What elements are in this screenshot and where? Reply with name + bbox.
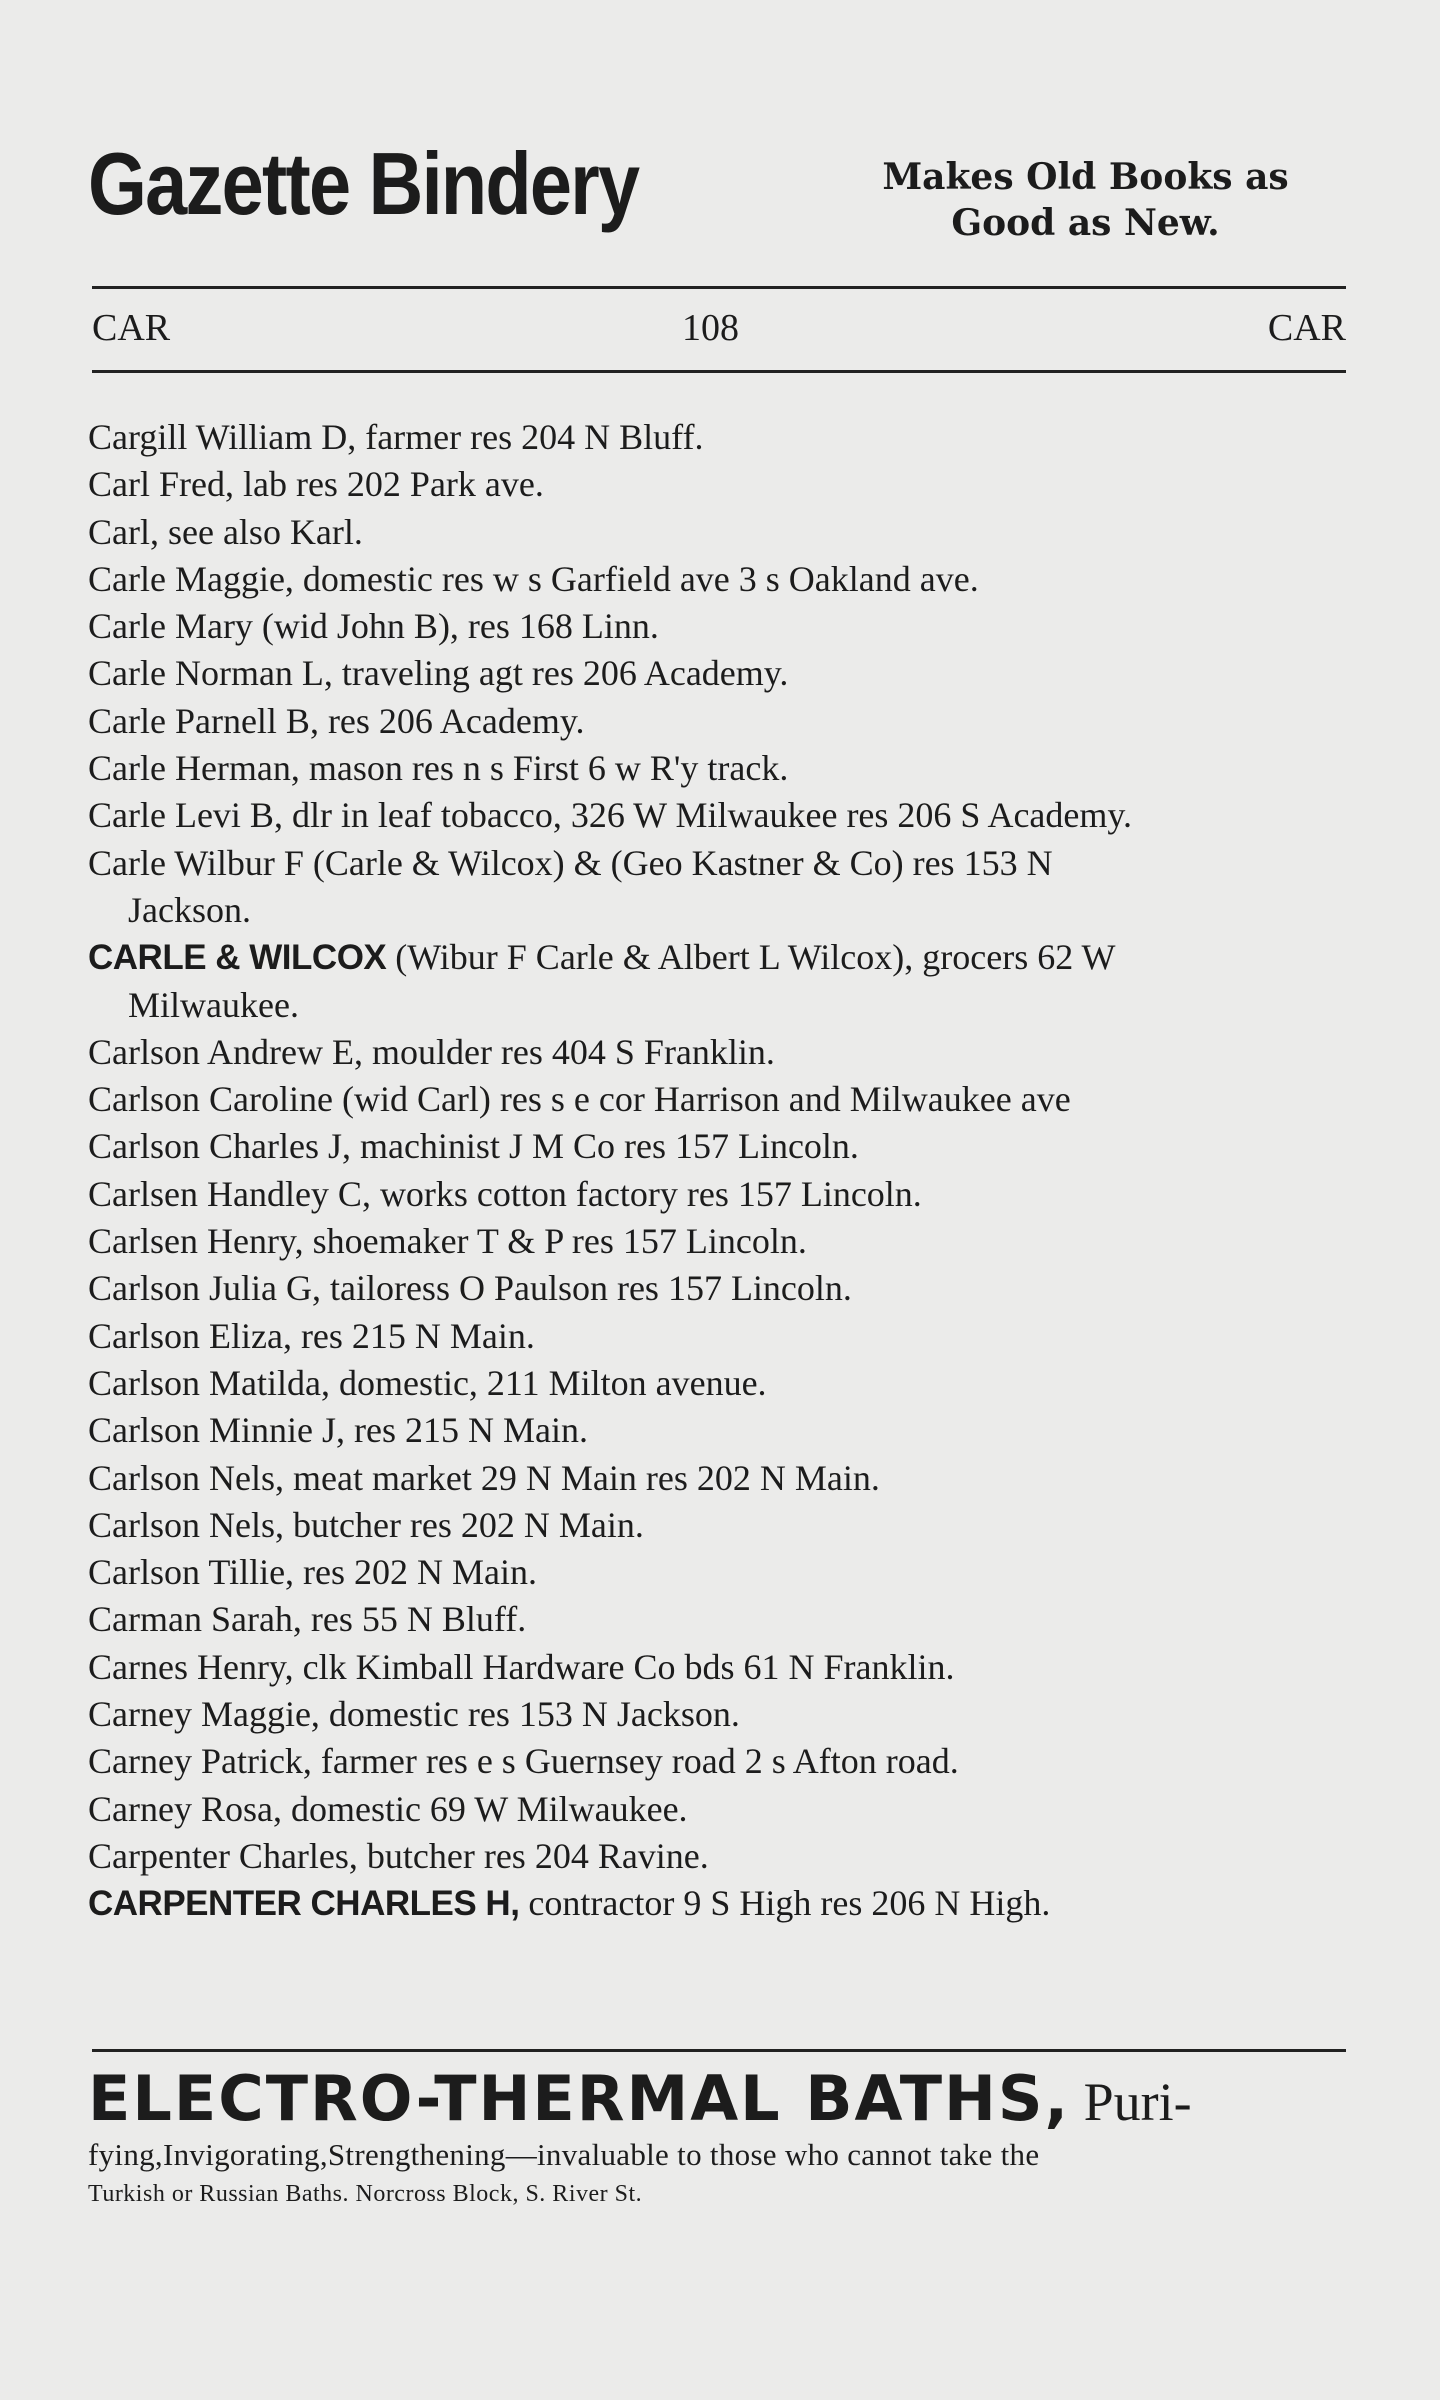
entry-text: Carlsen Henry, shoemaker T & P res 157 Lincoln. — [88, 1221, 807, 1262]
directory-entry — [88, 1880, 1350, 1927]
running-head-right: CAR — [1267, 307, 1346, 349]
ad-slogan-line-1: Makes Old Books as — [882, 156, 1289, 198]
directory-entry — [88, 603, 1350, 650]
entry-text: contractor 9 S High res 206 N High. — [519, 1883, 1051, 1924]
entry-text: Carnes Henry, clk Kimball Hardware Co bds 61 N Franklin. — [88, 1646, 955, 1687]
entry-text: Carle Parnell B, res 206 Academy. — [88, 700, 585, 741]
entry-text: Carlson Eliza, res 215 N Main. — [88, 1315, 535, 1356]
ad-bottom-headline-tail: Puri- — [1070, 2072, 1192, 2132]
directory-entries — [88, 414, 1350, 1928]
entry-text: Carlson Caroline (wid Carl) res s e cor Harrison and Milwaukee ave — [88, 1079, 1071, 1120]
entry-text: Carpenter Charles, butcher res 204 Ravine. — [88, 1835, 709, 1876]
directory-entry — [88, 414, 1350, 461]
directory-entry — [88, 1360, 1350, 1407]
directory-entry — [88, 1218, 1350, 1265]
directory-entry — [88, 745, 1350, 792]
directory-entry — [88, 1786, 1350, 1833]
directory-entry — [88, 1029, 1350, 1076]
entry-text: Carlsen Handley C, works cotton factory res 157 Lincoln. — [88, 1173, 922, 1214]
entry-text: Carle Levi B, dlr in leaf tobacco, 326 W Milwaukee res 206 S Academy. — [88, 795, 1133, 836]
entry-text: Carlson Julia G, tailoress O Paulson res 157 Lincoln. — [88, 1268, 852, 1309]
directory-entry — [88, 840, 1350, 935]
directory-entry — [88, 1549, 1350, 1596]
bottom-ad-divider — [92, 2049, 1346, 2052]
entry-text: Carle Norman L, traveling agt res 206 Academy. — [88, 653, 789, 694]
entry-text: Carlson Tillie, res 202 N Main. — [88, 1552, 538, 1593]
directory-entry — [88, 1407, 1350, 1454]
directory-entry — [88, 1644, 1350, 1691]
directory-entry — [88, 1171, 1350, 1218]
directory-entry — [88, 1502, 1350, 1549]
running-head-divider — [92, 370, 1346, 373]
entry-bold-name: CARLE & WILCOX — [88, 938, 387, 978]
directory-entry — [88, 1076, 1350, 1123]
entry-text: Carlson Nels, butcher res 202 N Main. — [88, 1504, 644, 1545]
directory-entry — [88, 934, 1350, 1029]
directory-entry — [88, 509, 1350, 556]
directory-entry — [88, 556, 1350, 603]
ad-brand-name: Gazette Bindery — [88, 134, 639, 233]
running-head — [92, 306, 1346, 356]
entry-text: Carman Sarah, res 55 N Bluff. — [88, 1599, 527, 1640]
entry-text: Carney Maggie, domestic res 153 N Jackson. — [88, 1694, 740, 1735]
directory-entry — [88, 1833, 1350, 1880]
entry-text: Carlson Matilda, domestic, 211 Milton avenue. — [88, 1362, 767, 1403]
entry-text: Carney Rosa, domestic 69 W Milwaukee. — [88, 1788, 688, 1829]
directory-entry — [88, 1313, 1350, 1360]
entry-text: Carlson Charles J, machinist J M Co res 157 Lincoln. — [88, 1126, 859, 1167]
entry-bold-name: CARPENTER CHARLES H, — [88, 1884, 520, 1924]
entry-text: Carle Herman, mason res n s First 6 w R'y track. — [88, 748, 789, 789]
entry-text: Carlson Andrew E, moulder res 404 S Franklin. — [88, 1031, 775, 1072]
ad-slogan — [818, 154, 1353, 246]
entry-text: Carney Patrick, farmer res e s Guernsey road 2 s Afton road. — [88, 1741, 959, 1782]
entry-text: Carl Fred, lab res 202 Park ave. — [88, 464, 544, 505]
entry-continuation: Milwaukee. — [128, 984, 299, 1025]
directory-entry — [88, 1123, 1350, 1170]
ad-bottom-headline: ELECTRO-THERMAL BATHS, — [88, 2062, 1071, 2135]
directory-entry — [88, 650, 1350, 697]
entry-text: Carle Mary (wid John B), res 168 Linn. — [88, 606, 659, 647]
directory-entry — [88, 461, 1350, 508]
entry-text: Cargill William D, farmer res 204 N Bluff. — [88, 417, 704, 457]
directory-entry — [88, 1265, 1350, 1312]
ad-bottom-line-2: fying,Invigorating,Strengthening—invaluable to those who cannot take the — [88, 2137, 1040, 2172]
directory-entry — [88, 1596, 1350, 1643]
ad-slogan-line-2: Good as New. — [951, 202, 1220, 244]
top-ad-divider — [92, 286, 1346, 289]
entry-text: Carle Maggie, domestic res w s Garfield ave 3 s Oakland ave. — [88, 558, 979, 599]
page-number: 108 — [682, 307, 739, 349]
running-head-left: CAR — [92, 307, 171, 349]
directory-entry — [88, 698, 1350, 745]
directory-entry — [88, 1738, 1350, 1785]
entry-continuation: Jackson. — [128, 889, 251, 930]
directory-entry — [88, 792, 1350, 839]
ad-bottom-line-3: Turkish or Russian Baths. Norcross Block, S. River St. — [88, 2181, 643, 2207]
directory-entry — [88, 1455, 1350, 1502]
entry-text: Carlson Nels, meat market 29 N Main res 202 N Main. — [88, 1457, 880, 1498]
directory-entry — [88, 1691, 1350, 1738]
entry-text: Carl, see also Karl. — [88, 511, 363, 552]
ad-bottom-line-1 — [88, 2062, 1350, 2134]
entry-text: Carle Wilbur F (Carle & Wilcox) & (Geo Kastner & Co) res 153 N — [88, 842, 1053, 883]
gazette-bindery-advertisement — [88, 134, 1350, 270]
electro-thermal-baths-advertisement — [88, 2062, 1350, 2212]
entry-text: Carlson Minnie J, res 215 N Main. — [88, 1410, 588, 1451]
entry-text: (Wibur F Carle & Albert L Wilcox), grocers 62 W — [386, 937, 1116, 978]
